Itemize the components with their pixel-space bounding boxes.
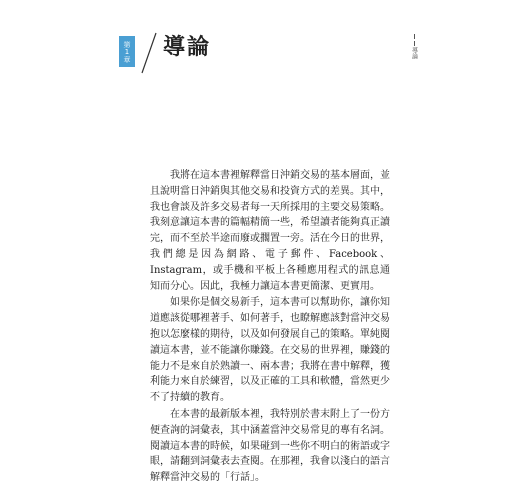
paragraph-2: 如果你是個交易新手，這本書可以幫助你，讓你知道應該從哪裡著手、如何著手，也瞭解應該對當沖交易抱以怎麼樣的期待，以及如何發展自己的策略。單純閱讀這本書，並不能讓你賺錢。在交易的世界裡，賺錢的能力不是來自於熟讀一、兩本書；我將在書中解釋，獲利能力來自於練習，以及正確的工具和軟體，當然更少不了持續的教育。 xyxy=(150,297,390,404)
paragraph-1: 我將在這本書裡解釋當日沖銷交易的基本層面，並且說明當日沖銷與其他交易和投資方式的差異。其中，我也會談及許多交易者每一天所採用的主要交易策略。我刻意讓這本書的篇幅精簡一些，希望讀者能夠真正讀完，而不至於半途而廢或擱置一旁。活在今日的世界，我們總是因為網路、電子郵件、Facebook、Instagram，或手機和平板上各種應用程式的訊息通知而分心。因此，我極力讓這本書更簡潔、更實用。 xyxy=(150,170,390,292)
running-head-bar-top xyxy=(414,34,415,39)
chapter-badge-number: 1 xyxy=(123,47,131,56)
running-head-bar-mid xyxy=(414,41,415,46)
running-head-label: 導論 xyxy=(410,47,418,59)
running-head xyxy=(408,33,420,59)
chapter-number-badge xyxy=(119,36,135,67)
body-text xyxy=(150,168,390,487)
chapter-title: 導論 xyxy=(163,35,212,60)
chapter-badge-suffix: 章 xyxy=(123,55,131,63)
title-slash-divider xyxy=(140,32,158,74)
paragraph-3: 在本書的最新版本裡，我特別於書末附上了一份方便查詢的詞彙表，其中涵蓋當沖交易常見的專有名詞。閱讀這本書的時候，如果碰到一些你不明白的術語或字眼，請翻到詞彙表去查閱。在那裡，我會以淺白的語言解釋當沖交易的「行話」。 xyxy=(150,408,390,484)
chapter-badge-prefix: 第 xyxy=(123,40,131,48)
